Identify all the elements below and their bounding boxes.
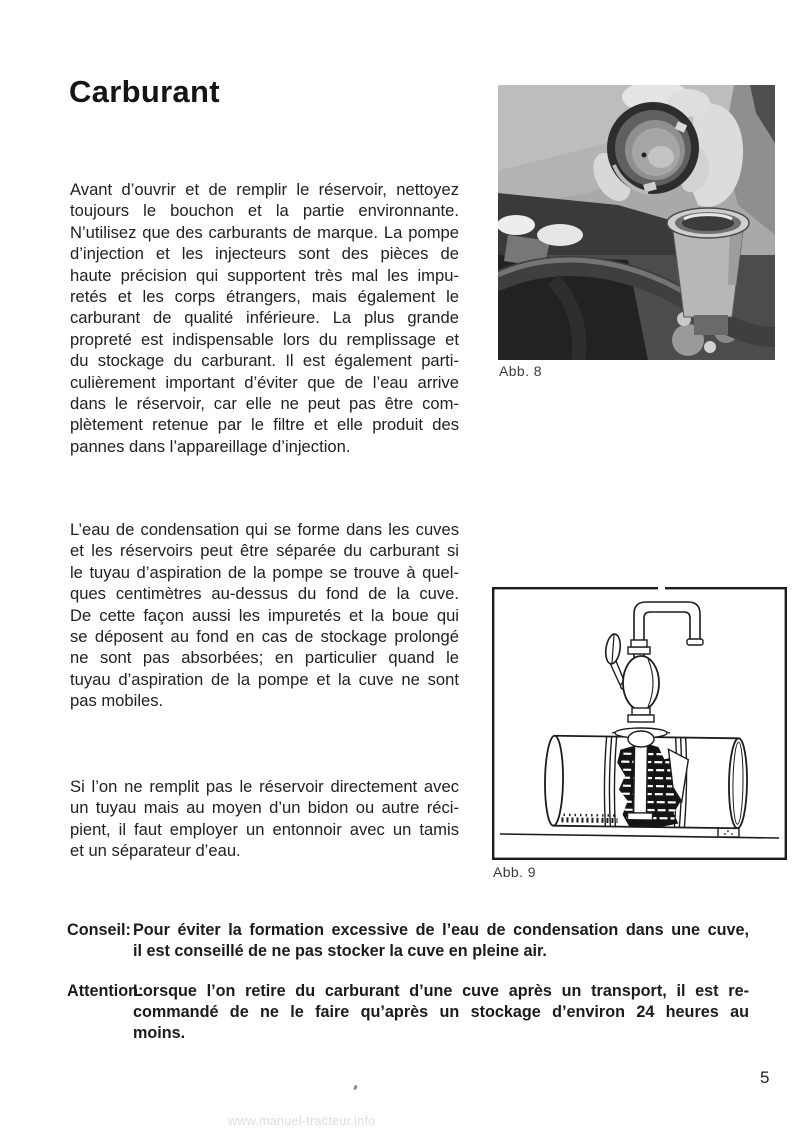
figure-8-caption: Abb. 8 bbox=[499, 363, 542, 379]
text-line: le tuyau d’aspiration de la pompe se trouve à quel- bbox=[70, 562, 459, 582]
scan-speck bbox=[353, 1085, 358, 1091]
figure-9-caption: Abb. 9 bbox=[493, 864, 536, 880]
text-line: propreté est indispensable lors du remplissage et bbox=[70, 329, 459, 349]
text-line: De cette façon aussi les impuretés et la boue qui bbox=[70, 605, 459, 625]
text-line: commandé de ne le faire qu’après un stockage d’environ 24 heures au bbox=[133, 1003, 749, 1022]
text-line: un tuyau mais au moyen d’un bidon ou autre réci- bbox=[70, 798, 459, 818]
text-line: ne sont pas absorbées; en particulier quand le bbox=[70, 648, 459, 668]
text-line: ques centimètres au-dessus du fond de la cuve. bbox=[70, 584, 459, 604]
text-line: Lorsque l’on retire du carburant d’une cuve après un transport, il est re- bbox=[133, 982, 749, 1000]
text-line: pannes dans l’appareillage d’injection. bbox=[70, 436, 351, 456]
attention-text bbox=[133, 981, 749, 1045]
text-line: se déposent au fond en cas de stockage prolongé bbox=[70, 627, 459, 647]
watermark: www.manuel-tracteur.info bbox=[228, 1114, 376, 1128]
text-line: plètement retenue par le filtre et elle produit des bbox=[70, 415, 459, 435]
text-line: et les réservoirs peut être séparée du carburant si bbox=[70, 541, 459, 561]
text-line: tuyau d’aspiration de la pompe et la cuve ne sont bbox=[70, 669, 459, 689]
paragraph-funnel bbox=[70, 776, 459, 862]
text-line: carburant de qualité inférieure. La plus grande bbox=[70, 308, 459, 328]
text-line: toujours le bouchon et la partie environnante. bbox=[70, 201, 459, 221]
text-line: Si l’on ne remplit pas le réservoir directement avec bbox=[70, 777, 459, 796]
text-line: moins. bbox=[133, 1024, 186, 1043]
text-line: retés et les corps étrangers, mais également le bbox=[70, 287, 459, 307]
page-number: 5 bbox=[760, 1068, 770, 1087]
note-conseil bbox=[67, 920, 750, 962]
text-line: haute précision qui supportent très mal les impu- bbox=[70, 265, 459, 285]
text-line: d’injection et les injecteurs sont des pièces de bbox=[70, 244, 459, 264]
text-line: Pour éviter la formation excessive de l’eau de condensation dans une cuve, bbox=[133, 921, 749, 939]
paragraph-condensation bbox=[70, 519, 459, 712]
conseil-label: Conseil: bbox=[67, 921, 131, 939]
attention-label: Attention: bbox=[67, 982, 144, 1000]
page-title: Carburant bbox=[69, 74, 220, 109]
text-line: N’utilisez que des carburants de marque. La pompe bbox=[70, 222, 459, 242]
text-line: il est conseillé de ne pas stocker la cuve en pleine air. bbox=[133, 942, 547, 961]
text-line: culièrement important d’éviter que de l’eau arrive bbox=[70, 372, 459, 392]
text-line: et un séparateur d’eau. bbox=[70, 841, 241, 861]
paragraph-fuel-intro bbox=[70, 179, 459, 457]
text-line: du stockage du carburant. Il est également parti- bbox=[70, 351, 459, 371]
hand-pump-barrel-illustration bbox=[492, 587, 787, 860]
conseil-text bbox=[133, 920, 749, 962]
figure-drawing-pump-barrel bbox=[492, 587, 787, 860]
figure-photo-fuel-cap bbox=[498, 85, 775, 360]
text-line: L’eau de condensation qui se forme dans les cuves bbox=[70, 520, 459, 539]
text-line: Avant d’ouvrir et de remplir le réservoir, nettoyez bbox=[70, 180, 459, 199]
fuel-cap-photo-image bbox=[498, 85, 775, 360]
note-attention bbox=[67, 981, 750, 1045]
text-line: pas mobiles. bbox=[70, 691, 164, 711]
text-line: dans le réservoir, car elle ne peut pas être com- bbox=[70, 394, 459, 414]
text-line: pient, il faut employer un entonnoir avec un tamis bbox=[70, 819, 459, 839]
